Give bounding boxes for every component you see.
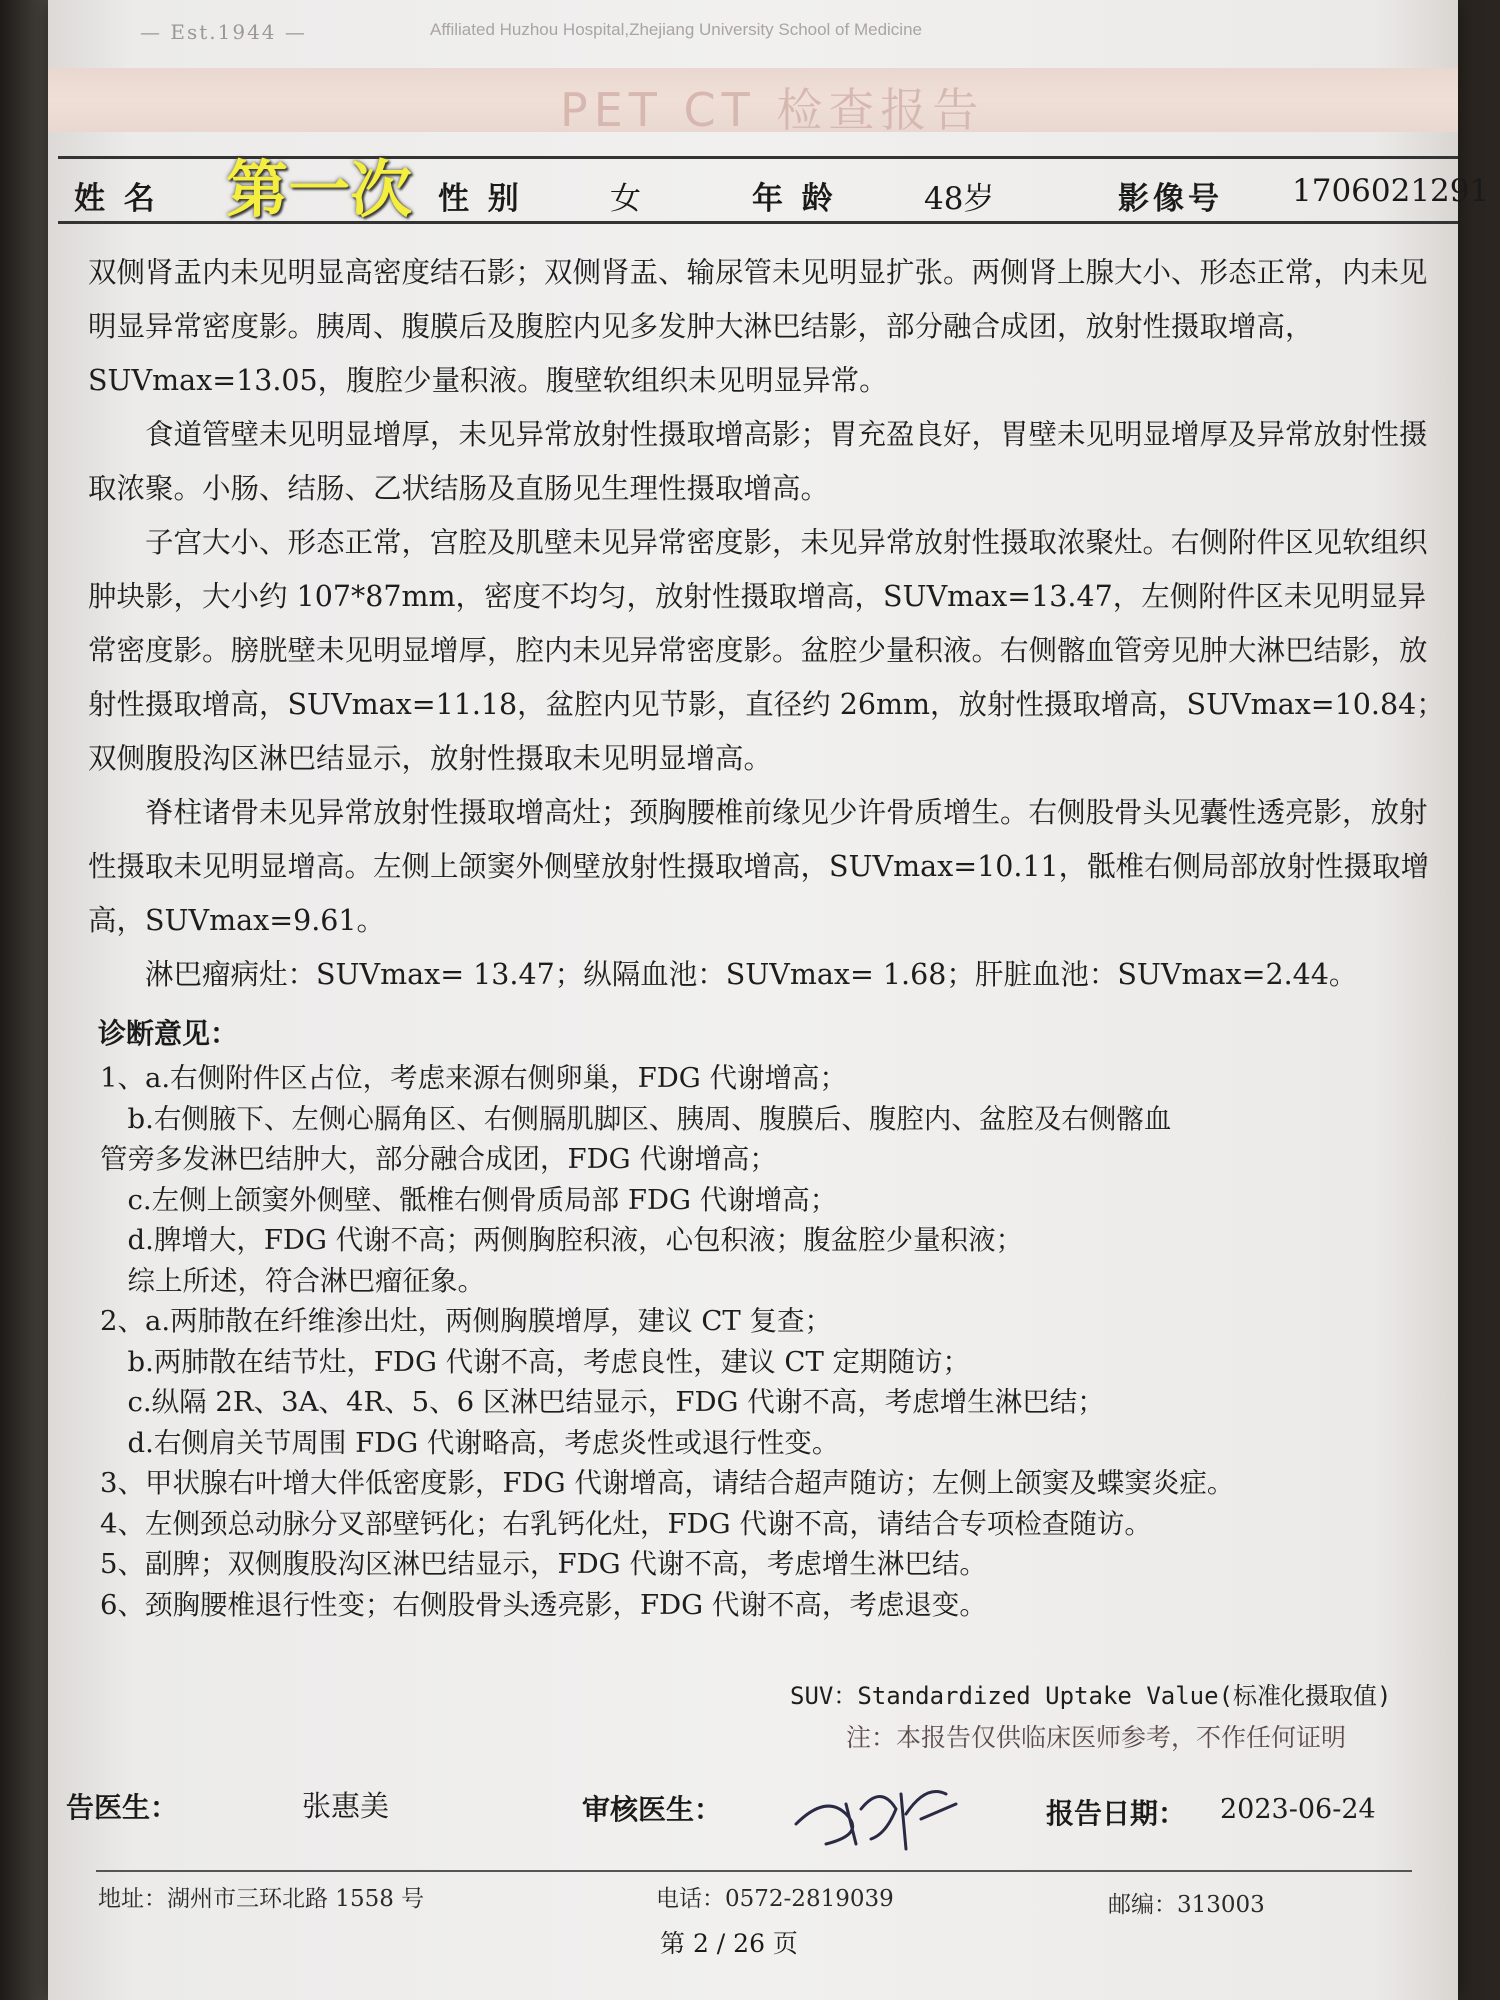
disclaimer: 注：本报告仅供临床医师参考，不作任何证明 xyxy=(846,1723,1347,1752)
name-label: 姓 名 xyxy=(74,181,159,217)
findings-paragraph: 子宫大小、形态正常，宫腔及肌壁未见异常密度影，未见异常放射性摄取浓聚灶。右侧附件区见软组织肿块影，大小约 107*87mm，密度不均匀，放射性摄取增高，SUVmax=13.47，左侧附件区未见明显异常密度影。膀胱壁未见明显增厚，腔内未见异常密度影。盆腔少量积液。右侧髂血管旁见肿大淋巴结影，放射性摄取增高，SUVmax=11.18，盆腔内见节影，直径约 26mm，放射性摄取增高，SUVmax=10.84；双侧腹股沟区淋巴结显示，放射性摄取未见明显增高。 xyxy=(88,526,1445,775)
signature-scribble-icon xyxy=(786,1764,966,1860)
hospital-est: — Est.1944 — xyxy=(140,20,307,44)
page-number: 第 2 / 26 页 xyxy=(660,1929,798,1958)
diagnosis-line: c.左侧上颌窦外侧壁、骶椎右侧骨质局部 FDG 代谢增高； xyxy=(100,1183,838,1216)
findings-text xyxy=(88,246,1448,1002)
report-date-label: 报告日期： xyxy=(1046,1797,1187,1830)
image-no-label: 影像号 xyxy=(1118,181,1223,217)
suv-definition: SUV：Standardized Uptake Value(标准化摄取值) xyxy=(790,1682,1392,1710)
diagnosis-line: d.脾增大，FDG 代谢不高；两侧胸腔积液，心包积液；腹盆腔少量积液； xyxy=(100,1224,1024,1256)
footer-phone: 电话：0572-2819039 xyxy=(656,1886,894,1912)
sex-value: 女 xyxy=(610,181,641,217)
findings-paragraph: 食道管壁未见明显增厚，未见异常放射性摄取增高影；胃充盈良好，胃壁未见明显增厚及异常放射性摄取浓聚。小肠、结肠、乙状结肠及直肠见生理性摄取增高。 xyxy=(88,418,1428,505)
sex-label: 性 别 xyxy=(438,181,523,217)
age-value: 48岁 xyxy=(924,181,995,217)
diagnosis-list xyxy=(100,1058,1440,1625)
age-label: 年 龄 xyxy=(752,181,837,217)
diagnosis-line: 综上所述，符合淋巴瘤征象。 xyxy=(100,1264,485,1297)
diagnosis-line: 3、甲状腺右叶增大伴低密度影，FDG 代谢增高，请结合超声随访；左侧上颌窦及蝶窦炎症。 xyxy=(100,1467,1235,1499)
findings-paragraph: 双侧肾盂内未见明显高密度结石影；双侧肾盂、输尿管未见明显扩张。两侧肾上腺大小、形态正常，内未见明显异常密度影。胰周、腹膜后及腹腔内见多发肿大淋巴结影，部分融合成团，放射性摄取增高，SUVmax=13.05，腹腔少量积液。腹壁软组织未见明显异常。 xyxy=(88,256,1428,397)
footer-postcode: 邮编：313003 xyxy=(1108,1892,1265,1918)
first-visit-sticker: 第一次 xyxy=(226,153,413,226)
diagnosis-line: 管旁多发淋巴结肿大，部分融合成团，FDG 代谢增高； xyxy=(100,1143,777,1175)
report-doctor-name: 张惠美 xyxy=(302,1789,390,1823)
diagnosis-title: 诊断意见： xyxy=(98,1017,239,1050)
footer-divider xyxy=(96,1870,1412,1872)
hospital-affiliation: Affiliated Huzhou Hospital,Zhejiang University School of Medicine xyxy=(430,20,922,39)
background-edge xyxy=(0,0,48,2000)
diagnosis-line: c.纵隔 2R、3A、4R、5、6 区淋巴结显示，FDG 代谢不高，考虑增生淋巴结； xyxy=(100,1386,1105,1418)
diagnosis-line: 4、左侧颈总动脉分叉部壁钙化；右乳钙化灶，FDG 代谢不高，请结合专项检查随访。 xyxy=(100,1507,1152,1540)
report-date-value: 2023-06-24 xyxy=(1220,1794,1376,1825)
diagnosis-line: 2、a.两肺散在纤维渗出灶，两侧胸膜增厚，建议 CT 复查； xyxy=(100,1305,832,1337)
diagnosis-line: d.右侧肩关节周围 FDG 代谢略高，考虑炎性或退行性变。 xyxy=(100,1426,840,1459)
findings-paragraph: 脊柱诸骨未见异常放射性摄取增高灶；颈胸腰椎前缘见少许骨质增生。右侧股骨头见囊性透亮影，放射性摄取未见明显增高。左侧上颌窦外侧壁放射性摄取增高，SUVmax=10.11，骶椎右侧局部放射性摄取增高，SUVmax=9.61。 xyxy=(88,796,1430,937)
diagnosis-line: 5、副脾；双侧腹股沟区淋巴结显示，FDG 代谢不高，考虑增生淋巴结。 xyxy=(100,1548,987,1580)
diagnosis-line: b.右侧腋下、左侧心膈角区、右侧膈肌脚区、胰周、腹膜后、腹腔内、盆腔及右侧髂血 xyxy=(100,1102,1172,1135)
report-title: PET CT 检查报告 xyxy=(560,83,985,137)
findings-paragraph: 淋巴瘤病灶：SUVmax= 13.47；纵隔血池：SUVmax= 1.68；肝脏血池：SUVmax=2.44。 xyxy=(145,958,1358,991)
diagnosis-line: 1、a.右侧附件区占位，考虑来源右侧卵巢，FDG 代谢增高； xyxy=(100,1062,847,1094)
diagnosis-line: 6、颈胸腰椎退行性变；右侧股骨头透亮影，FDG 代谢不高，考虑退变。 xyxy=(100,1588,987,1621)
diagnosis-line: b.两肺散在结节灶，FDG 代谢不高，考虑良性，建议 CT 定期随访； xyxy=(100,1345,971,1378)
footer-address: 地址：湖州市三环北路 1558 号 xyxy=(98,1886,425,1912)
review-doctor-label: 审核医生： xyxy=(582,1793,723,1826)
report-doctor-label: 告医生： xyxy=(66,1791,179,1824)
image-no-value: 1706021291 xyxy=(1292,173,1490,209)
